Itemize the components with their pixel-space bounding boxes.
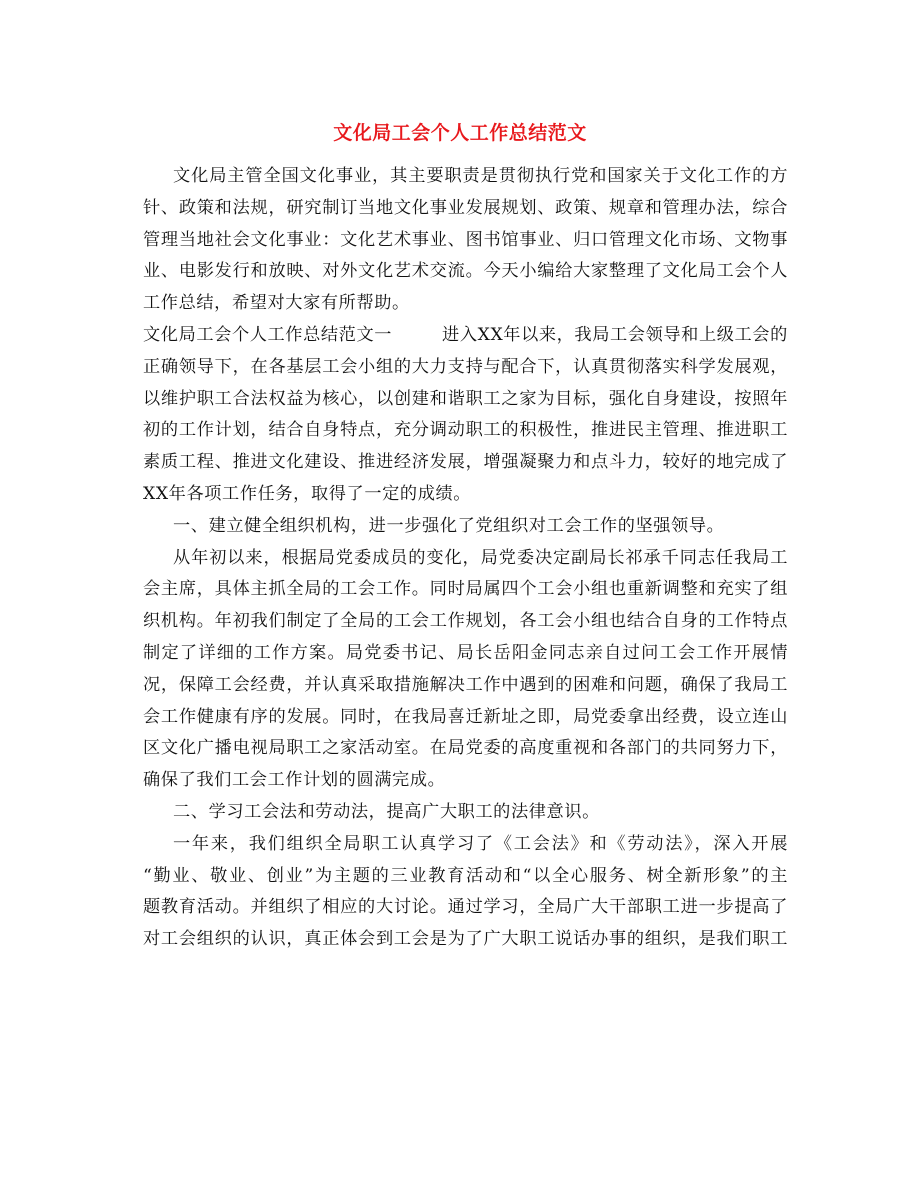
document-body xyxy=(143,161,788,956)
paragraph-line: 题教育活动。并组织了相应的大讨论。通过学习，全局广大干部职工进一步提高了 xyxy=(143,897,788,918)
paragraph-line: 业、电影发行和放映、对外文化艺术交流。今天小编给大家整理了文化局工会个人 xyxy=(143,261,788,282)
paragraph-line: 况，保障工会经费，并认真采取措施解决工作中遇到的困难和问题，确保了我局工 xyxy=(143,674,788,695)
paragraph-line: 会主席，具体主抓全局的工会工作。同时局属四个工会小组也重新调整和充实了组 xyxy=(143,579,788,600)
paragraph-line: 织机构。年初我们制定了全局的工会工作规划，各工会小组也结合自身的工作特点 xyxy=(143,611,788,632)
section-heading-line xyxy=(143,320,788,352)
paragraph-line: 正确领导下，在各基层工会小组的大力支持与配合下，认真贯彻落实科学发展观， xyxy=(143,356,788,377)
paragraph-line: 进入XX年以来，我局工会领导和上级工会的 xyxy=(442,324,788,345)
paragraph-line: 以维护职工合法权益为核心，以创建和谐职工之家为目标，强化自身建设，按照年 xyxy=(143,388,788,409)
paragraph-line: 初的工作计划，结合自身特点，充分调动职工的积极性，推进民主管理、推进职工 xyxy=(143,420,788,441)
paragraph-line: 一年来，我们组织全局职工认真学习了《工会法》和《劳动法》，深入开展 xyxy=(173,833,788,854)
section-heading: 文化局工会个人工作总结范文一 xyxy=(143,324,393,345)
paragraph-line: XX年各项工作任务，取得了一定的成绩。 xyxy=(143,483,472,504)
paragraph-line: 制定了详细的工作方案。局党委书记、局长岳阳金同志亲自过问工会工作开展情 xyxy=(143,642,788,663)
paragraph-line: 对工会组织的认识，真正体会到工会是为了广大职工说话办事的组织，是我们职工 xyxy=(143,929,788,950)
paragraph-line: 工作总结，希望对大家有所帮助。 xyxy=(143,293,410,314)
paragraph-line: 区文化广播电视局职工之家活动室。在局党委的高度重视和各部门的共同努力下， xyxy=(143,738,788,759)
paragraph-line: 管理当地社会文化事业：文化艺术事业、图书馆事业、归口管理文化市场、文物事 xyxy=(143,229,788,250)
paragraph-line: 从年初以来，根据局党委成员的变化，局党委决定副局长祁承千同志任我局工 xyxy=(173,547,788,568)
subheading-line: 二、学习工会法和劳动法，提高广大职工的法律意识。 xyxy=(173,801,600,822)
paragraph-line: 针、政策和法规，研究制订当地文化事业发展规划、政策、规章和管理办法，综合 xyxy=(143,197,788,218)
paragraph-line: 确保了我们工会工作计划的圆满完成。 xyxy=(143,770,446,791)
subheading-line: 一、建立健全组织机构，进一步强化了党组织对工会工作的坚强领导。 xyxy=(173,515,725,536)
paragraph-line: 会工作健康有序的发展。同时，在我局喜迁新址之即，局党委拿出经费，设立连山 xyxy=(143,706,788,727)
paragraph-line: 文化局主管全国文化事业，其主要职责是贯彻执行党和国家关于文化工作的方 xyxy=(173,166,788,186)
paragraph-line: “勤业、敬业、创业”为主题的三业教育活动和“以全心服务、树全新形象”的主 xyxy=(143,865,788,886)
paragraph-line: 素质工程、推进文化建设、推进经济发展，增强凝聚力和点斗力，较好的地完成了 xyxy=(143,452,788,473)
document-title: 文化局工会个人工作总结范文 xyxy=(333,122,587,144)
